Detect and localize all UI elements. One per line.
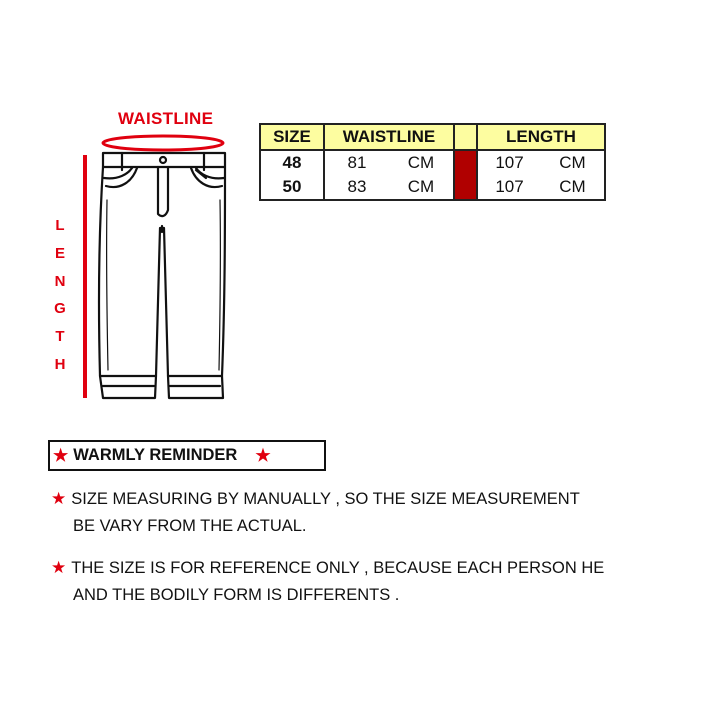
reminder-note [51,485,607,540]
cell-waist-unit: CM [389,150,454,175]
reminder-title: WARMLY REMINDER [73,446,238,464]
table-divider-column [454,175,477,200]
reminder-heading-box [48,440,326,471]
star-icon: ★ [51,489,67,508]
length-letter: N [54,272,66,290]
waistline-label: WAISTLINE [118,109,214,128]
cell-waist-value: 81 [324,150,389,175]
length-letter: E [54,244,65,262]
table-row [260,150,605,175]
cell-waist-unit: CM [389,175,454,200]
table-row [260,175,605,200]
waistline-ellipse [103,136,223,150]
table-divider-column [454,150,477,175]
size-table [259,123,606,201]
note-line: SIZE MEASURING BY MANUALLY , SO THE SIZE MEASUREMENT [71,490,580,508]
cell-waist-value: 83 [324,175,389,200]
cell-size: 48 [260,150,324,175]
header-size: SIZE [260,124,324,150]
cell-length-unit: CM [541,175,605,200]
note-line: BE VARY FROM THE ACTUAL. [73,517,307,535]
length-letter: H [54,355,66,373]
star-icon: ★ [255,445,271,465]
length-letter: T [55,328,65,346]
star-icon: ★ [53,445,69,465]
cell-size: 50 [260,175,324,200]
note-line: THE SIZE IS FOR REFERENCE ONLY , BECAUSE EACH PERSON HE [71,559,605,577]
table-divider-column [454,124,477,150]
cell-length-value: 107 [477,150,541,175]
table-header-row [260,124,605,150]
cell-length-value: 107 [477,175,541,200]
star-icon: ★ [51,558,67,577]
length-label-vertical [53,212,67,379]
length-letter: G [54,300,66,318]
pants-outline [99,153,225,398]
header-waistline: WAISTLINE [324,124,454,150]
reminder-note [51,554,607,609]
cell-length-unit: CM [541,150,605,175]
header-length: LENGTH [477,124,605,150]
length-letter: L [55,217,65,234]
note-line: AND THE BODILY FORM IS DIFFERENTS . [73,586,400,604]
